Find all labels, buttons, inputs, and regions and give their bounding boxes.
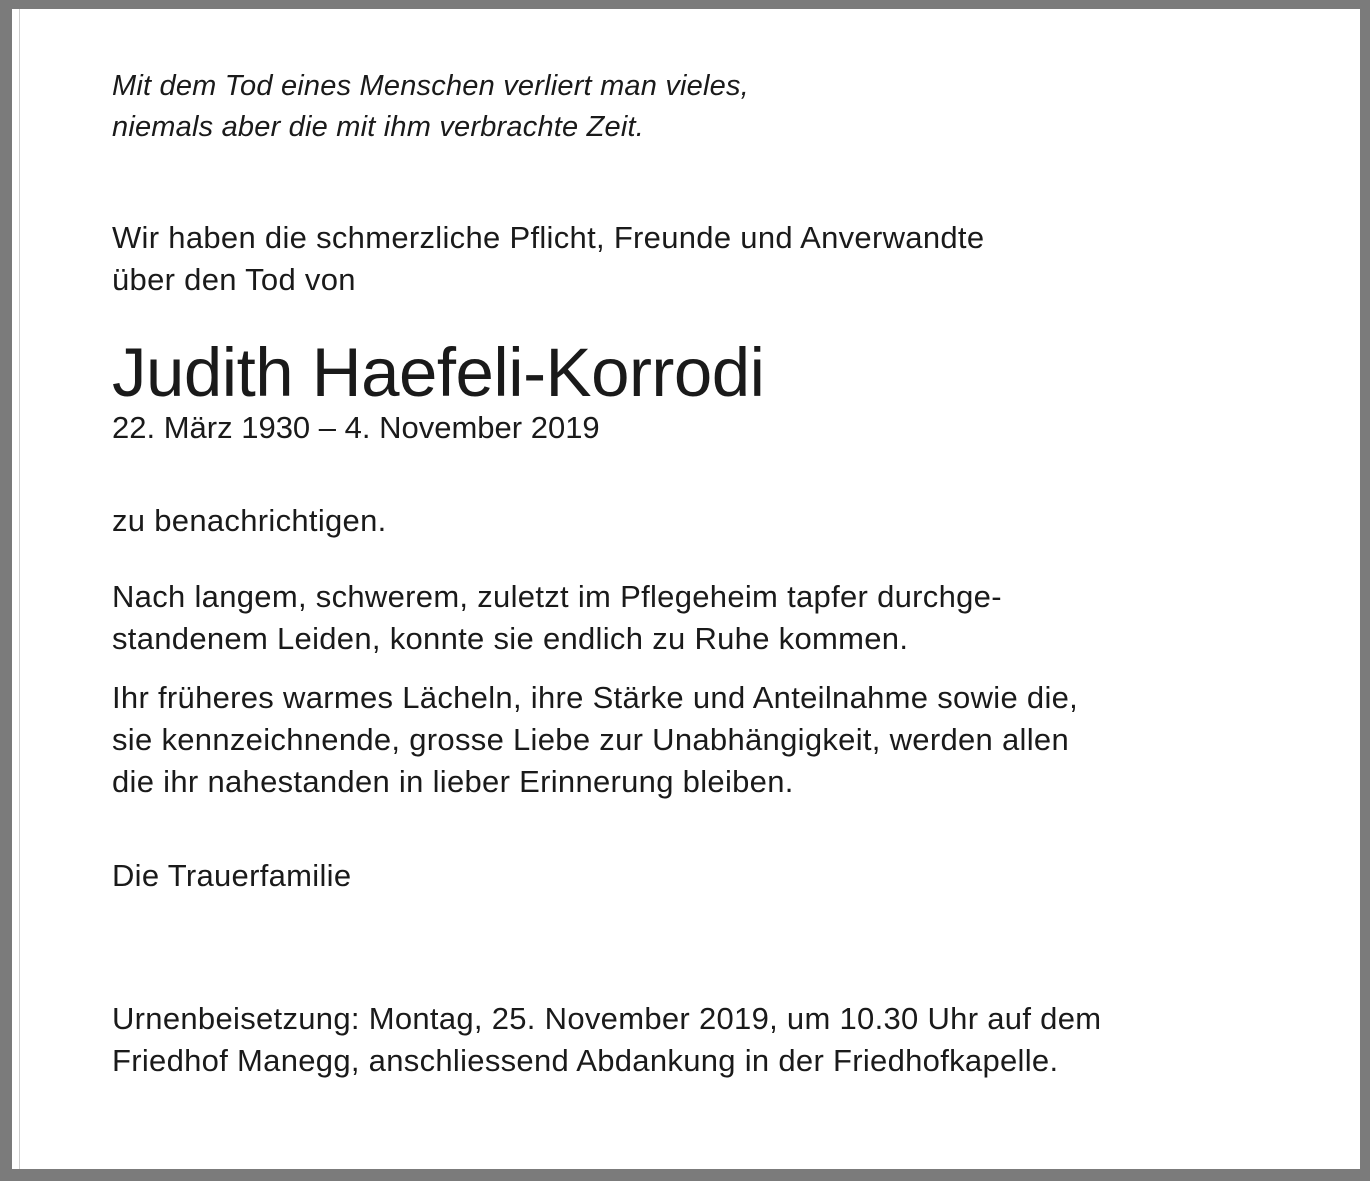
paragraph-line: sie kennzeichnende, grosse Liebe zur Unabhängigkeit, werden allen [112,722,1070,757]
memorial-quote [112,66,1312,148]
signature: Die Trauerfamilie [112,858,352,893]
paragraph-line: Nach langem, schwerem, zuletzt im Pflegeheim tapfer durchge- [112,579,1002,614]
paragraph-line: Ihr früheres warmes Lächeln, ihre Stärke und Anteilnahme sowie die, [112,680,1079,715]
intro-line: über den Tod von [112,262,356,297]
life-dates: 22. März 1930 – 4. November 2019 [112,410,600,445]
quote-line: Mit dem Tod eines Menschen verliert man vieles, [112,70,749,102]
ceremony-line: Urnenbeisetzung: Montag, 25. November 2019, um 10.30 Uhr auf dem [112,1001,1102,1036]
obituary-content [112,66,1312,1082]
deceased-name: Judith Haefeli-Korrodi [112,334,765,411]
notify-text: zu benachrichtigen. [112,503,387,538]
paragraph-line: standenem Leiden, konnte sie endlich zu Ruhe kommen. [112,621,909,656]
ceremony-info [112,998,1312,1082]
paragraph-line: die ihr nahestanden in lieber Erinnerung bleiben. [112,764,794,799]
paragraph-memory [112,677,1312,803]
intro-line: Wir haben die schmerzliche Pflicht, Freunde und Anverwandte [112,220,985,255]
intro-text [112,217,1312,301]
quote-line: niemals aber die mit ihm verbrachte Zeit. [112,111,645,143]
paragraph-suffering [112,576,1312,660]
ceremony-line: Friedhof Manegg, anschliessend Abdankung in der Friedhofkapelle. [112,1043,1059,1078]
